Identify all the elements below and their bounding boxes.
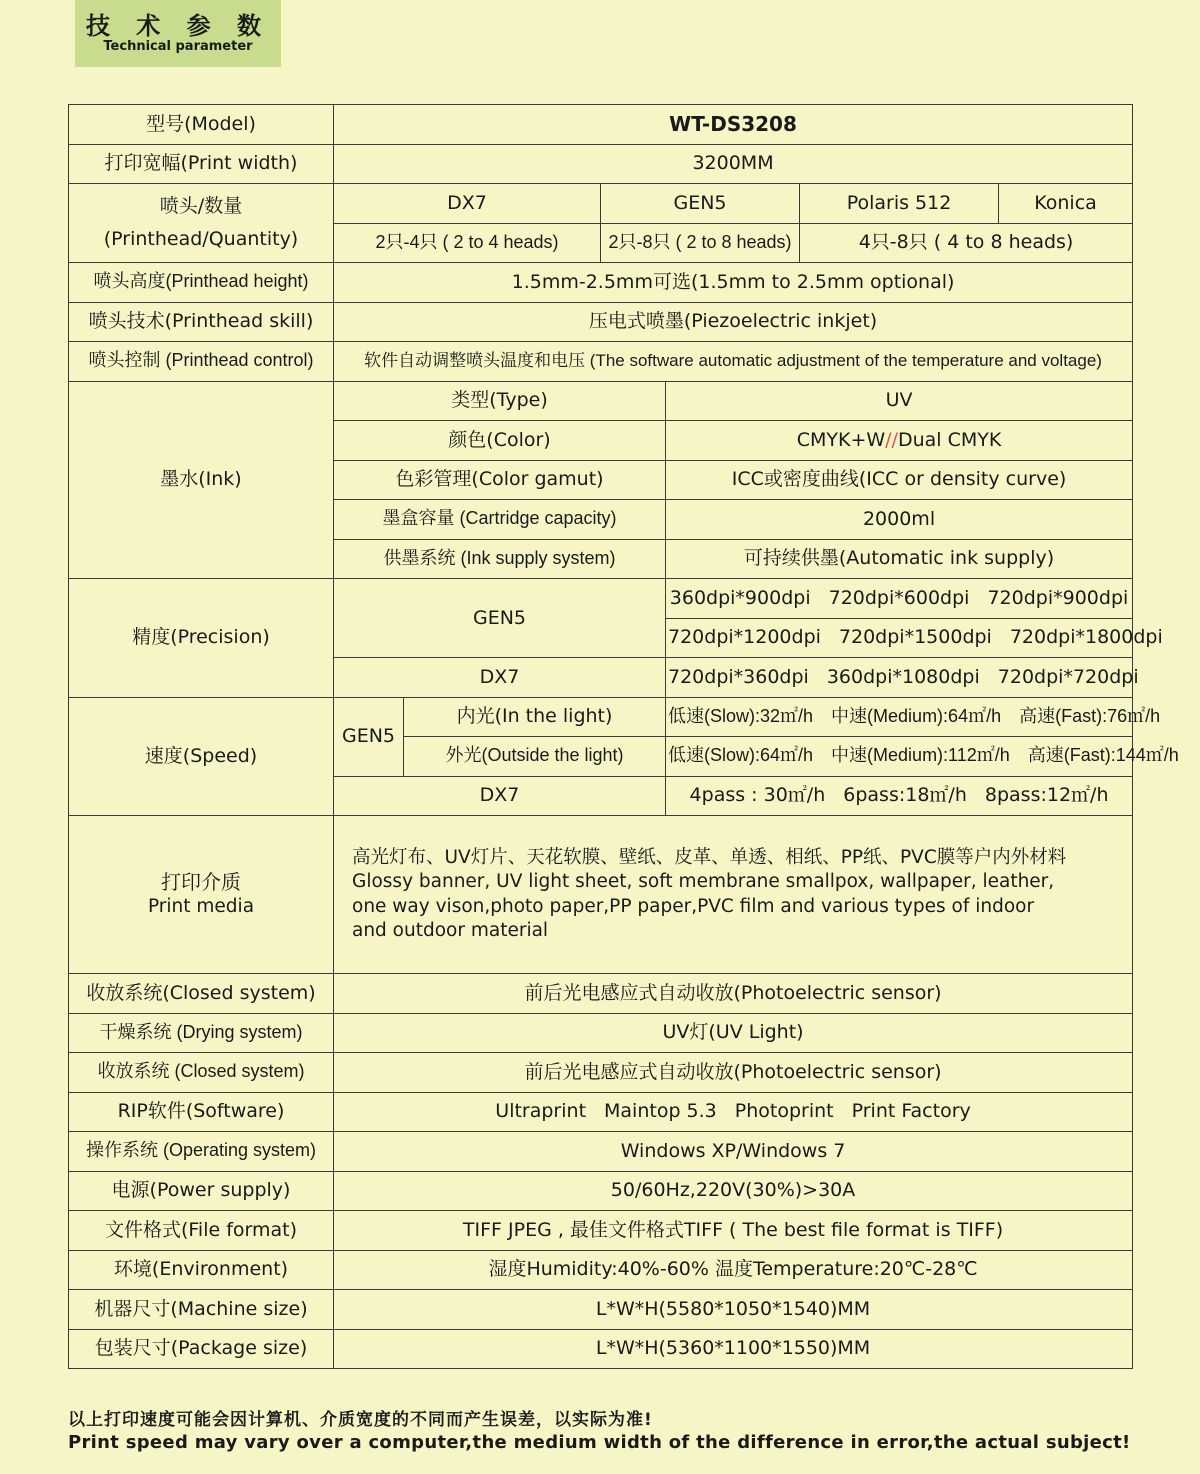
speed-value: 8pass:12㎡/h (984, 784, 1109, 807)
precision-value: 720dpi*600dpi (828, 586, 970, 609)
printhead-control-label: 喷头控制 (Printhead control) (69, 342, 334, 382)
table-row (69, 579, 1133, 619)
ink-supply-value: 可持续供墨(Automatic ink supply) (666, 539, 1133, 579)
print-media-label-en: Print media (147, 896, 255, 918)
ink-color-a: CMYK+W (796, 428, 886, 451)
head-dx7: DX7 (334, 184, 601, 224)
software-item: Photoprint (734, 1100, 834, 1123)
printhead-control-value: 软件自动调整喷头温度和电压 (The software automatic adjustment of the temperature and voltage) (334, 342, 1133, 382)
ink-color-b: Dual CMYK (897, 428, 1002, 451)
precision-label: 精度(Precision) (69, 579, 334, 698)
speed-value: 高速(Fast):144㎡/h (1027, 745, 1179, 766)
print-media-value (334, 816, 1133, 974)
table-row (69, 263, 1133, 303)
model-value: WT-DS3208 (334, 105, 1133, 145)
table-row (69, 974, 1133, 1014)
speed-label: 速度(Speed) (69, 697, 334, 816)
precision-value: 720dpi*1800dpi (1009, 626, 1163, 649)
section-header (75, 0, 281, 67)
speed-value: 低速(Slow):32㎡/h (668, 705, 814, 726)
print-media-value-en-1: Glossy banner, UV light sheet, soft membrane smallpox, wallpaper, leather, (352, 871, 1055, 893)
precision-value: 360dpi*900dpi (669, 586, 811, 609)
speed-inside-label: 内光(In the light) (404, 697, 666, 737)
software-label: RIP软件(Software) (69, 1092, 334, 1132)
package-size-value: L*W*H(5360*1100*1550)MM (334, 1329, 1133, 1369)
precision-value: 360dpi*1080dpi (826, 665, 980, 688)
printhead-skill-value: 压电式喷墨(Piezoelectric inkjet) (334, 302, 1133, 342)
footnote (68, 1405, 1168, 1453)
qty-gen5: 2只-8只 ( 2 to 8 heads) (601, 223, 800, 263)
machine-size-value: L*W*H(5580*1050*1540)MM (334, 1290, 1133, 1330)
printhead-qty-label (69, 184, 334, 263)
precision-value: 720dpi*720dpi (997, 665, 1139, 688)
speed-outside-values (666, 737, 1179, 777)
speed-dx7-values (666, 776, 1133, 816)
precision-dx7-row (666, 658, 1139, 698)
printhead-skill-label: 喷头技术(Printhead skill) (69, 302, 334, 342)
precision-value: 720dpi*1200dpi (668, 626, 821, 649)
speed-inside-values (666, 697, 1161, 737)
print-media-value-zh: 高光灯布、UV灯片、天花软膜、壁纸、皮革、单透、相纸、PP纸、PVC膜等户内外材料 (352, 846, 1067, 868)
table-row (69, 1171, 1133, 1211)
closed-system-label: 收放系统(Closed system) (69, 974, 334, 1014)
section-title-en: Technical parameter (103, 39, 253, 54)
ink-type-value: UV (666, 381, 1133, 421)
environment-label: 环境(Environment) (69, 1250, 334, 1290)
ink-type-label: 类型(Type) (334, 381, 666, 421)
environment-value: 湿度Humidity:40%-60% 温度Temperature:20℃-28℃ (334, 1250, 1133, 1290)
table-row (69, 1211, 1133, 1251)
head-konica: Konica (999, 184, 1133, 224)
software-item: Ultraprint (495, 1100, 587, 1123)
table-row (69, 1290, 1133, 1330)
closed-system-value: 前后光电感应式自动收放(Photoelectric sensor) (334, 974, 1133, 1014)
closed-system-2-label: 收放系统 (Closed system) (69, 1053, 334, 1093)
ink-gamut-label: 色彩管理(Color gamut) (334, 460, 666, 500)
drying-system-value: UV灯(UV Light) (334, 1013, 1133, 1053)
package-size-label: 包装尺寸(Package size) (69, 1329, 334, 1369)
precision-value: 720dpi*900dpi (987, 586, 1129, 609)
precision-gen5-label: GEN5 (334, 579, 666, 658)
precision-value: 720dpi*360dpi (668, 665, 809, 688)
head-gen5: GEN5 (601, 184, 800, 224)
print-width-value: 3200MM (334, 144, 1133, 184)
print-media-value-en-2: one way vison,photo paper,PP paper,PVC film and various types of indoor (352, 895, 1035, 917)
ink-color-value (666, 421, 1133, 461)
table-row (69, 697, 1133, 737)
precision-gen5-row1 (666, 579, 1133, 619)
spec-table (68, 104, 1179, 1369)
speed-value: 低速(Slow):64㎡/h (668, 745, 814, 766)
table-row (69, 1329, 1133, 1369)
qty-polaris-konica: 4只-8只 ( 4 to 8 heads) (800, 223, 1133, 263)
ink-color-separator: // (885, 428, 898, 451)
operating-system-value: Windows XP/Windows 7 (334, 1132, 1133, 1172)
ink-gamut-value: ICC或密度曲线(ICC or density curve) (666, 460, 1133, 500)
speed-value: 6pass:18㎡/h (843, 784, 967, 807)
power-supply-value: 50/60Hz,220V(30%)>30A (334, 1171, 1133, 1211)
table-row (69, 816, 1133, 974)
ink-cartridge-label: 墨盒容量 (Cartridge capacity) (334, 500, 666, 540)
software-value (334, 1092, 1133, 1132)
machine-size-label: 机器尺寸(Machine size) (69, 1290, 334, 1330)
software-item: Maintop 5.3 (604, 1100, 717, 1123)
table-row (69, 1092, 1133, 1132)
print-media-value-en-3: and outdoor material (352, 919, 549, 941)
ink-label: 墨水(Ink) (69, 381, 334, 579)
table-row (69, 1013, 1133, 1053)
table-row (69, 105, 1133, 145)
table-row (69, 1250, 1133, 1290)
speed-dx7-label: DX7 (334, 776, 666, 816)
file-format-label: 文件格式(File format) (69, 1211, 334, 1251)
section-title-zh: 技 术 参 数 (85, 12, 271, 40)
speed-value: 高速(Fast):76㎡/h (1019, 705, 1161, 726)
speed-gen5-label: GEN5 (334, 697, 404, 776)
table-row (69, 302, 1133, 342)
qty-dx7: 2只-4只 ( 2 to 4 heads) (334, 223, 601, 263)
print-media-label-zh: 打印介质 (161, 870, 241, 895)
head-polaris: Polaris 512 (800, 184, 999, 224)
table-row (69, 342, 1133, 382)
ink-cartridge-value: 2000ml (666, 500, 1133, 540)
speed-value: 中速(Medium):112㎡/h (831, 745, 1010, 766)
table-row (69, 1053, 1133, 1093)
drying-system-label: 干燥系统 (Drying system) (69, 1013, 334, 1053)
precision-dx7-label: DX7 (334, 658, 666, 698)
table-row (69, 184, 1133, 224)
closed-system-2-value: 前后光电感应式自动收放(Photoelectric sensor) (334, 1053, 1133, 1093)
printhead-height-label: 喷头高度(Printhead height) (69, 263, 334, 303)
ink-supply-label: 供墨系统 (Ink supply system) (334, 539, 666, 579)
precision-value: 720dpi*1500dpi (838, 626, 992, 649)
footnote-en: Print speed may vary over a computer,the medium width of the difference in error,the actual subject! (68, 1432, 1131, 1453)
speed-outside-label: 外光(Outside the light) (404, 737, 666, 777)
table-row (69, 144, 1133, 184)
speed-value: 4pass : 30㎡/h (689, 784, 826, 807)
precision-gen5-row2 (666, 618, 1163, 658)
software-item: Print Factory (851, 1100, 971, 1123)
footnote-zh: 以上打印速度可能会因计算机、介质宽度的不同而产生误差，以实际为准! (68, 1410, 653, 1430)
print-media-label (69, 816, 334, 974)
power-supply-label: 电源(Power supply) (69, 1171, 334, 1211)
printhead-qty-label-zh: 喷头/数量 (159, 195, 243, 218)
speed-value: 中速(Medium):64㎡/h (831, 705, 1002, 726)
printhead-qty-label-en: (Printhead/Quantity) (103, 228, 299, 250)
operating-system-label: 操作系统 (Operating system) (69, 1132, 334, 1172)
print-width-label: 打印宽幅(Print width) (69, 144, 334, 184)
file-format-value: TIFF JPEG , 最佳文件格式TIFF ( The best file format is TIFF) (334, 1211, 1133, 1251)
table-row (69, 381, 1133, 421)
model-label: 型号(Model) (69, 105, 334, 145)
printhead-height-value: 1.5mm-2.5mm可选(1.5mm to 2.5mm optional) (334, 263, 1133, 303)
table-row (69, 1132, 1133, 1172)
ink-color-label: 颜色(Color) (334, 421, 666, 461)
